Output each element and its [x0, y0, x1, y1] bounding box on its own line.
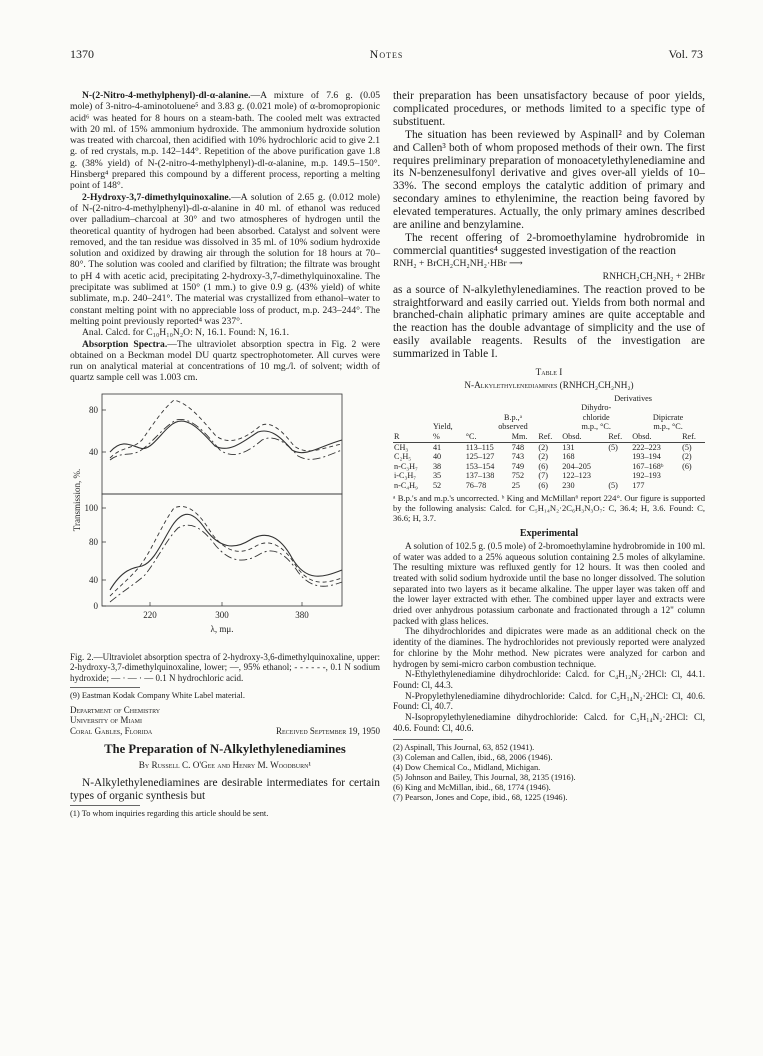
table-cell: (7): [538, 471, 548, 481]
equation-line-2: RNHCH₂CH₂NH₂ + 2HBr: [602, 270, 705, 282]
text-spectra: —The ultraviolet absorption spectra in Fig. 2 were obtained on a Beckman model DU quartz spectrophotometer. All curves were run on analytical material at concentrations of 10 mg./l. of solvent; width of quartz sample cell was 1.003 cm.: [70, 338, 380, 384]
experimental-paragraph-2: The dihydrochlorides and dipicrates were made as an additional check on the identity of the diamines. The hydrochlorides not previously reported were analyzed for chlorine by the Mohr method. New picrates were analyzed for carbon and hydrogen by semi-micro carbon combustion technique.: [393, 626, 705, 669]
affiliation-department: Department of Chemistry: [70, 704, 161, 715]
spectra-plot: [70, 390, 380, 650]
table-cell: 40: [432, 452, 442, 462]
received-date: Received September 19, 1950: [275, 725, 380, 736]
heading-alanine: N-(2-Nitro-4-methylphenyl)-dl-α-alanine.: [82, 90, 251, 101]
table-cell: i-C₃H₇: [394, 471, 417, 481]
table-cell: 167–168ᵇ: [632, 461, 664, 471]
col-ref-2: Ref.: [608, 432, 623, 441]
table-cell: [607, 462, 631, 472]
table-cell: 38: [432, 461, 442, 471]
experimental-paragraph-3: N-Ethylethylenediamine dihydrochloride: Calcd. for C₄H₁₂N₂·2HCl: Cl, 44.1. Found: Cl, 44.3.: [393, 669, 705, 690]
table-cell: C₂H₅: [394, 452, 412, 462]
table-cell: 752: [511, 471, 525, 481]
table-row: [393, 462, 705, 472]
y-axis-label: Transmission, %.: [72, 468, 82, 531]
heading-spectra: Absorption Spectra.: [82, 338, 168, 350]
upper-naoh-curve: [110, 400, 342, 458]
table-row: [393, 481, 705, 491]
table-cell: (6): [682, 461, 692, 471]
table-cell: [607, 452, 631, 462]
table-cell: 177: [632, 480, 645, 490]
reference-item: (6) King and McMillan, ibid., 68, 1774 (1946).: [393, 782, 551, 792]
table-cell: (5): [608, 480, 618, 490]
experimental-section: [393, 541, 705, 734]
table-cell: 41: [432, 442, 442, 452]
article-title: The Preparation of N-Alkylethylenediamines: [104, 742, 346, 756]
heading-quinoxaline: 2-Hydroxy-3,7-dimethylquinoxaline.: [82, 191, 232, 203]
lower-naoh-curve: [110, 506, 342, 596]
right-paragraph-3: The recent offering of 2-bromoethylamine hydrobromide in commercial quantities⁴ suggested investigation of the reaction: [393, 231, 705, 257]
header-chloride: chloride: [582, 412, 610, 422]
table-cell: 131: [562, 442, 575, 452]
right-column: [393, 90, 705, 803]
table-cell: 122–123: [562, 471, 591, 481]
section-title: Notes: [369, 47, 404, 61]
table-cell: 168: [562, 452, 575, 462]
experimental-heading: Experimental: [519, 527, 579, 539]
col-obsd-2: Obsd.: [632, 432, 652, 441]
col-obsd: Obsd.: [562, 432, 582, 441]
volume-label: Vol. 73: [668, 47, 703, 61]
affiliation-block: [70, 705, 380, 737]
header-yield: Yield,: [432, 422, 453, 432]
affiliation-university: University of Miami: [70, 715, 142, 725]
figure-2: [70, 390, 380, 650]
table-cell: 125–127: [465, 452, 495, 462]
table-cell: (2): [682, 452, 692, 462]
table-header-row-1: [393, 394, 705, 404]
reference-item: (3) Coleman and Callen, ibid., 68, 2006 (1946).: [393, 752, 553, 762]
header-derivatives: Derivatives: [614, 393, 652, 403]
table-row: [393, 442, 705, 452]
table-cell: 192–193: [632, 471, 661, 481]
table-cell: 25: [511, 480, 520, 490]
table-cell: (6): [538, 480, 548, 490]
col-ref: Ref.: [538, 432, 553, 441]
footnote-rule-2: [70, 805, 140, 806]
table-header-row-2: [393, 403, 705, 413]
table-cell: [681, 471, 705, 481]
right-paragraph-1: their preparation has been unsatisfactory because of poor yields, complicated procedures, or methods limited to a specific type of substituent.: [393, 90, 705, 128]
table-cell: [681, 481, 705, 491]
reference-item: (5) Johnson and Bailey, This Journal, 38, 2135 (1916).: [393, 772, 576, 782]
tick-x-380: 380: [295, 609, 309, 620]
table-cell: 204–205: [562, 461, 591, 471]
experimental-paragraph-4: N-Propylethylenediamine dihydrochloride: Calcd. for C₅H₁₄N₂·2HCl: Cl, 40.6. Found: Cl, 40.7.: [393, 690, 705, 712]
upper-hcl-curve: [110, 419, 342, 460]
table-cell: 113–115: [465, 442, 494, 452]
tick-lower-100: 100: [84, 502, 98, 513]
upper-plot-frame: [102, 394, 342, 494]
table-header-row-3: [393, 413, 705, 423]
analysis-line: Anal. Calcd. for C₁₀H₁₀N₂O: N, 16.1. Found: N, 16.1.: [82, 327, 289, 339]
table-cell: 749: [511, 461, 525, 471]
tick-lower-80: 80: [89, 536, 98, 547]
footnote-rule: [70, 687, 140, 688]
right-paragraph-2: The situation has been reviewed by Aspinall² and by Coleman and Callen³ both of whom proposed methods of their own. The first requires preliminary preparation of monoacetylethylenediamine and its N-benzenesulfonyl derivative and gives over-all yields of 10–33%. The second employs the catalytic addition of primary and secondary amines to ethylenimine, the reaction being favored by elevated temperatures. Actually, the only primary amines described are aniline and benzylamine.: [393, 128, 705, 232]
upper-tick-marks: [102, 410, 302, 606]
table-header-row-4: [393, 422, 705, 432]
affiliation-city: Coral Gables, Florida: [70, 725, 153, 736]
col-degc: °C.: [465, 432, 477, 441]
left-column: [70, 90, 380, 819]
table-cell: CH₃: [394, 442, 409, 452]
table-cell: 230: [562, 480, 575, 490]
table-cell: 52: [432, 480, 442, 490]
references-list: [393, 743, 705, 803]
header-bp: B.p.,ᵃ: [504, 412, 522, 422]
table-header-row-5: [393, 432, 705, 442]
right-paragraph-4: as a source of N-alkylethylenediamines. The reaction proved to be straightforward and easily carried out. Yields from both normal and branched-chain aliphatic primary amines are quite acceptable and the reaction has the double advantage of simplicity and the use of easily available reagents. Results of the investigation are summarized in Table I.: [393, 283, 705, 361]
x-axis-label: λ, mμ.: [210, 623, 234, 634]
tick-x-220: 220: [143, 609, 157, 620]
table-cell: (2): [538, 442, 548, 452]
experimental-paragraph-5: N-Isopropylethylenediamine dihydrochloride: Calcd. for C₅H₁₄N₂·2HCl: Cl, 40.6. Found: Cl, 40.6.: [393, 712, 705, 733]
page-number: 1370: [70, 47, 94, 61]
article-intro: N-Alkylethylenediamines are desirable intermediates for certain types of organic synthesis but: [70, 776, 380, 802]
footnote-9: (9) Eastman Kodak Company White Label material.: [70, 690, 245, 700]
article-authors: By Russell C. O'Gee and Henry M. Woodburn¹: [138, 760, 312, 771]
running-header: [70, 47, 703, 65]
experimental-paragraph-1: A solution of 102.5 g. (0.5 mole) of 2-bromoethylamine hydrobromide in 100 ml. of water was added to a 25% aqueous solution containing 2.5 moles of alkylamine. The resulting mixture was refluxed gently for 12 hours. It was then cooled and treated with solid sodium hydroxide until the base no longer dissolved. The solution separated into two layers as it became alkaline. The upper layer was taken off and the lower layer extracted with ether. The combined upper layer and extracts were dried over anhydrous potassium carbonate and fractionated through a 12" column packed with glass helices.: [393, 540, 705, 626]
col-mm: Mm.: [511, 432, 528, 441]
text-quinoxaline: —A solution of 2.65 g. (0.012 mole) of N-(2-nitro-4-methylphenyl)-dl-α-alanine in 40 ml. of ethanol was reduced over palladium–charcoal at 30° and two atmospheres of hydrogen until the theoretical quantity of hydrogen had been absorbed. Catalyst and solvent were removed, and the tan residue was dissolved in 35 ml. of 10% sodium hydroxide solution and oxidized by drawing air through the solution for 18 hours at 70–80°. The solution was cooled and clarified by filtration; the filtrate was brought to pH 4 with acetic acid, precipitating 2-hydroxy-3,7-dimethylquinoxaline. The precipitate was sublimed at 150° (1 mm.) to give 0.9 g. (43% yield) of white sublimate, m.p. 240–241°. The material was crystallized from ethanol–water to constant melting point with no appreciable loss of product, m.p. 243–244°. The melting point previously reported⁴ was 237°.: [70, 191, 380, 327]
tick-upper-40: 40: [89, 446, 98, 457]
header-mp-1: m.p., °C.: [581, 422, 611, 432]
lower-ethanol-curve: [110, 514, 342, 590]
text-alanine: —A mixture of 7.6 g. (0.05 mole) of 3-nitro-4-aminotoluene⁵ and 3.83 g. (0.021 mole) of α-bromopropionic acid⁶ was heated for 8 hours on a steam-bath. The cooled melt was extracted with 20 ml. of 15% ammonium hydroxide. The ammonium hydroxide solution was treated with charcoal, then acidified with 10% hydrochloric acid to give 2.1 g. of red crystals, m.p. 142–144°. Repetition of the above purification gave 1.8 g. (38% yield) of N-(2-nitro-4-methylphenyl)-dl-α-alanine, m.p. 149.5–150°. Hinsberg⁴ prepared this compound by a different process, reporting a melting point of 148°.: [70, 90, 380, 192]
header-observed: observed: [498, 422, 528, 432]
table-row: [393, 471, 705, 481]
table-cell: 743: [511, 452, 525, 462]
tick-x-300: 300: [215, 609, 229, 620]
reaction-equation: [393, 258, 705, 284]
header-dihydro: Dihydro-: [581, 403, 612, 413]
table-cell: (2): [538, 452, 548, 462]
tick-lower-0: 0: [93, 600, 98, 611]
table-cell: (6): [538, 461, 548, 471]
table-cell: 153–154: [465, 461, 495, 471]
reference-item: (7) Pearson, Jones and Cope, ibid., 68, 1225 (1946).: [393, 792, 568, 802]
table-cell: (5): [608, 442, 618, 452]
paragraph-spectra: [70, 339, 380, 384]
table-footnote: ᵃ B.p.'s and m.p.'s uncorrected. ᵇ King and McMillan⁶ report 224°. Our figure is supported by the following analysis: Calcd. for C₅H₁₄N₂·2C₆H₃N₃O₇: C, 36.4; H, 3.6. Found: C, 36.6; H, 3.7.: [393, 492, 705, 523]
table-cell: (5): [682, 442, 692, 452]
table-label: Table I: [535, 367, 563, 378]
table-body: [393, 442, 705, 490]
col-ref-3: Ref.: [682, 432, 696, 441]
table-1: [393, 394, 705, 491]
header-dipicrate: Dipicrate: [652, 412, 684, 422]
table-title: N-Alkylethylenediamines (RNHCH₂CH₂NH₂): [464, 380, 634, 391]
reference-item: (2) Aspinall, This Journal, 63, 852 (1941).: [393, 742, 535, 752]
col-pct: %: [432, 432, 440, 441]
tick-lower-40: 40: [89, 574, 98, 585]
table-cell: n-C₄H₉: [394, 480, 418, 490]
table-cell: 748: [511, 442, 525, 452]
tick-upper-80: 80: [89, 404, 98, 415]
figure-caption: Fig. 2.—Ultraviolet absorption spectra of 2-hydroxy-3,6-dimethylquinoxaline, upper: 2-hydroxy-3,7-dimethylquinoxaline, lower; —, 95% ethanol; - - - - - -, 0.1 N sodium hydroxide; — · — · — 0.1 N hydrochloric acid.: [70, 651, 380, 683]
references-rule: [393, 739, 463, 740]
paragraph-alanine: [70, 90, 380, 192]
lower-hcl-curve: [110, 525, 342, 602]
table-cell: n-C₃H₇: [394, 461, 418, 471]
table-cell: 76–78: [465, 480, 487, 490]
table-row: [393, 452, 705, 462]
equation-line-1: RNH₂ + BrCH₂CH₂NH₂·HBr ⟶: [393, 257, 523, 269]
affiliation-location-row: [70, 726, 380, 737]
table-cell: 137–138: [465, 471, 495, 481]
footnote-1: (1) To whom inquiries regarding this article should be sent.: [70, 809, 269, 819]
lower-plot-frame: [102, 494, 342, 606]
table-cell: 35: [432, 471, 442, 481]
table-cell: 222–223: [632, 442, 661, 452]
reference-item: (4) Dow Chemical Co., Midland, Michigan.: [393, 762, 541, 772]
paragraph-quinoxaline: [70, 192, 380, 328]
header-mp-2: m.p., °C.: [653, 422, 683, 432]
table-cell: 193–194: [632, 452, 661, 462]
table-cell: [607, 471, 631, 481]
col-r: R: [394, 432, 400, 441]
